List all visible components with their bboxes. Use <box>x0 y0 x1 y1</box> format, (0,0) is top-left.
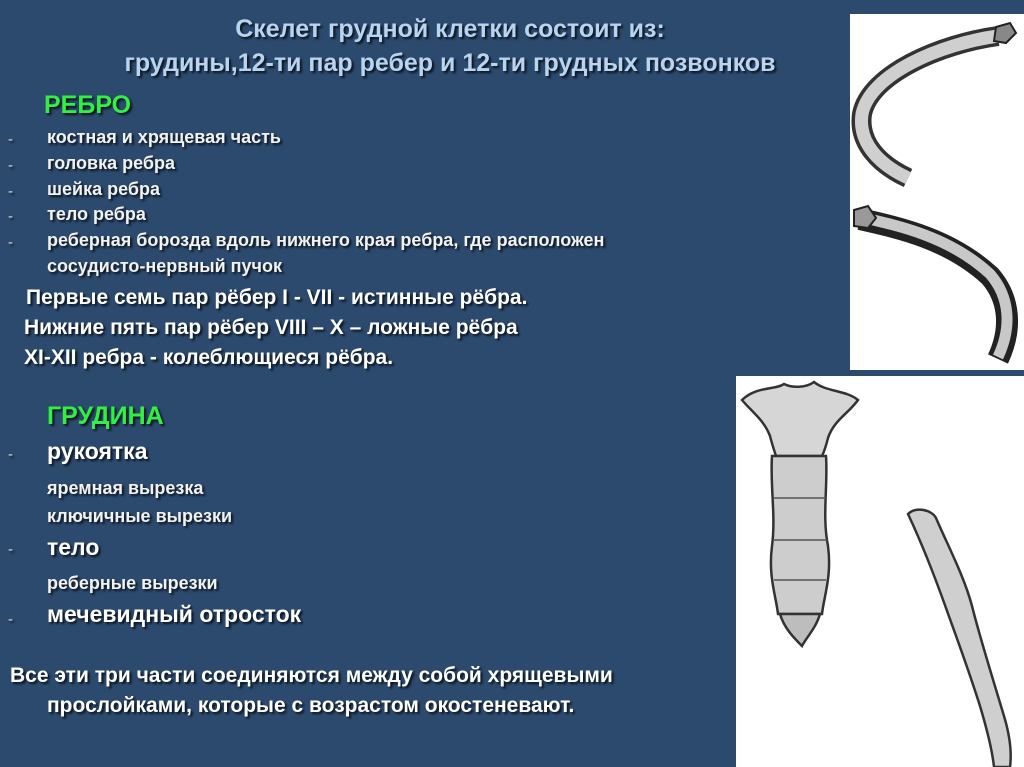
slide-title-line1: Скелет грудной клетки состоит из: <box>235 15 665 43</box>
sternum-bullet-2: - <box>8 541 13 558</box>
upper-rib-head <box>994 23 1016 43</box>
rib-item-4: тело ребра <box>47 204 146 224</box>
sternum-drawing <box>736 376 1024 767</box>
summary-line2: прослойками, которые с возрастом окостеневают. <box>47 694 575 717</box>
costal-notches-label: реберные вырезки <box>47 573 218 593</box>
rib-item-2: головка ребра <box>47 153 175 173</box>
rib-bullet-1: - <box>8 131 13 148</box>
slide-title-line2: грудины,12-ти пар ребер и 12-ти грудных позвонков <box>124 49 776 77</box>
rib-bullet-2: - <box>8 157 13 174</box>
manubrium-shape <box>742 382 858 456</box>
rib-bullet-4: - <box>8 208 13 225</box>
sternum-heading: ГРУДИНА <box>47 402 164 430</box>
rib-item-5-continued: сосудисто-нервный пучок <box>47 256 283 276</box>
clavicular-notches-label: ключичные вырезки <box>47 506 233 526</box>
manubrium-label: рукоятка <box>47 438 148 464</box>
rib-bullet-5: - <box>8 234 13 251</box>
rib-item-3: шейка ребра <box>47 179 160 199</box>
rib-item-5: реберная борозда вдоль нижнего края ребра, где расположен <box>47 230 605 250</box>
rib-bullet-3: - <box>8 183 13 200</box>
sternum-body-shape <box>771 456 829 614</box>
rib-item-1: костная и хрящевая часть <box>47 127 281 147</box>
sternum-illustration <box>736 376 1024 767</box>
rib-illustration <box>850 14 1024 370</box>
sternum-bullet-1: - <box>8 446 13 463</box>
sternum-bullet-3: - <box>8 611 13 628</box>
rib-drawing <box>850 14 1024 370</box>
summary-line1: Все эти три части соединяются между собой хрящевыми <box>10 664 613 687</box>
upper-rib-highlight <box>861 36 998 178</box>
false-ribs-text: Нижние пять пар рёбер VIII – X – ложные рёбра <box>24 316 518 339</box>
true-ribs-text: Первые семь пар рёбер I - VII - истинные рёбра. <box>26 286 528 309</box>
xiphoid-label: мечевидный отросток <box>47 601 302 627</box>
xiphoid-shape <box>780 614 820 646</box>
floating-ribs-text: XI-XII ребра - колеблющиеся рёбра. <box>24 346 394 369</box>
rib-heading: РЕБРО <box>44 91 132 119</box>
jugular-notch-label: яремная вырезка <box>47 478 204 498</box>
sternum-side-view-shape <box>908 510 1011 767</box>
sternum-body-label: тело <box>47 534 100 560</box>
